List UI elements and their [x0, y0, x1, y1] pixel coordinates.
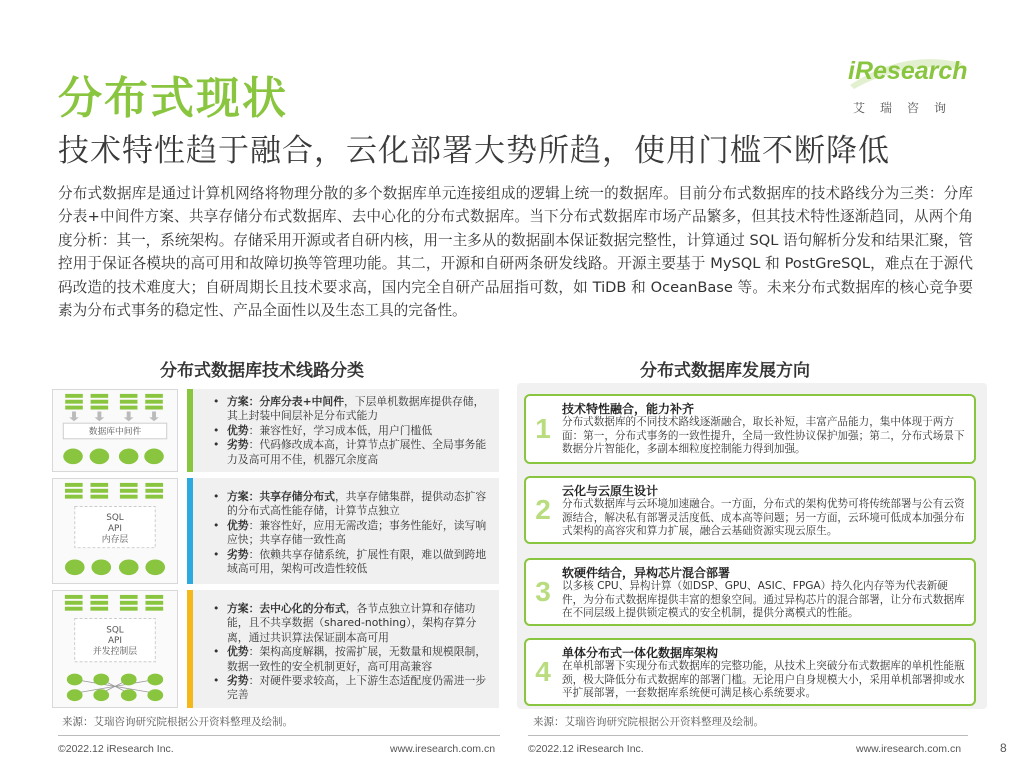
- diagram-label-2-sql: SQL: [106, 513, 124, 524]
- architecture-diagram-1: [52, 389, 178, 472]
- right-section-title: 分布式数据库发展方向: [640, 361, 810, 381]
- diagram-label-1: 数据库中间件: [88, 426, 142, 437]
- diagram-label-2-mem: 内存层: [101, 534, 129, 545]
- footer-divider-right: [528, 735, 968, 736]
- direction-card-1: [524, 394, 976, 464]
- logo-wordmark: iResearch: [848, 57, 968, 85]
- route-row-3: [52, 590, 499, 708]
- direction-number-2: 2: [535, 494, 551, 525]
- route-1-plan: • 方案：分库分表+中间件，下层单机数据库提供存储，其上封装中间层补足分布式能力: [211, 395, 489, 424]
- direction-card-4: [524, 638, 976, 706]
- left-source-note: 来源：艾瑞咨询研究院根据公开资料整理及绘制。: [62, 716, 293, 728]
- direction-body-2: 分布式数据库与云环境加速融合。一方面，分布式的架构优势可将传统部署与公有云资源结合，解决私有部署灵活度低、成本高等问题；另一方面，云环境可低成本加强分布式架构的高容灾和算力扩展，融合云基础资源实现云原生。: [562, 498, 965, 538]
- direction-card-2: [524, 476, 976, 544]
- footer-copyright-right: ©2022.12 iResearch Inc.: [528, 743, 644, 755]
- route-row-2: [52, 478, 499, 584]
- direction-number-1: 1: [535, 413, 551, 444]
- architecture-diagram-3: [52, 590, 178, 708]
- route-3-pros: • 优势：架构高度解耦，按需扩展，无数量和规模限制，数据一致性的安全机制更好，高可用高兼容: [211, 645, 489, 674]
- route-1-cons: • 劣势：代码修改成本高，计算节点扩展性、全局事务能力及高可用不佳，机器冗余度高: [211, 438, 489, 467]
- diagram-label-2-api: API: [108, 524, 122, 534]
- footer-url-right[interactable]: www.iresearch.com.cn: [856, 743, 962, 755]
- footer-divider-left: [58, 735, 500, 736]
- direction-heading-4: 单体分布式一体化数据库架构: [562, 646, 719, 660]
- right-source-note: 来源：艾瑞咨询研究院根据公开资料整理及绘制。: [533, 716, 764, 728]
- direction-number-4: 4: [535, 656, 551, 687]
- direction-body-4: 在单机部署下实现分布式数据库的完整功能，从技术上突破分布式数据库的单机性能瓶颈，极大降低分布式数据库的部署门槛。无论用户自身规模大小，采用单机部署抑或水平扩展部署，一套数据库系统便可满足核心系统要求。: [562, 660, 965, 700]
- route-description-1: [193, 389, 499, 472]
- shared-storage-architecture-icon: [53, 479, 177, 583]
- route-3-cons: • 劣势：对硬件要求较高，上下游生态适配度仍需进一步完善: [211, 674, 489, 703]
- diagram-label-3-ctl: 并发控制层: [92, 646, 138, 657]
- intro-paragraph: 分布式数据库是通过计算机网络将物理分散的多个数据库单元连接组成的逻辑上统一的数据库。目前分布式数据库的技术路线分为三类：分库分表+中间件方案、共享存储分布式数据库、去中心化的分布式数据库。当下分布式数据库市场产品繁多，但其技术特性逐渐趋同，从两个角度分析：其一，系统架构。存储采用开源或者自研内核，用一主多从的数据副本保证数据完整性，计算通过 SQL 语句解析分发和结果汇聚，管控用于保证各模块的高可用和故障切换等管理功能。其二，开源和自研两条研发线路。开源主要基于 MySQL 和 PostGreSQL，难点在于源代码改造的技术难度大；自研周期长且技术要求高，国内完全自研产品屈指可数，如 TiDB 和 OceanBase 等。未来分布式数据库的核心竞争要素为分布式事务的稳定性、产品全面性以及生态工具的完备性。: [58, 185, 973, 320]
- direction-card-3: [524, 558, 976, 626]
- diagram-label-3-api: API: [108, 636, 122, 647]
- footer-url-left[interactable]: www.iresearch.com.cn: [390, 743, 496, 755]
- direction-body-1: 分布式数据库的不同技术路线逐渐融合，取长补短，丰富产品能力，集中体现于两方面：第一，分布式事务的一致性提升，全局一致性协议保护加强；第二，分布式场景下数据分片智能化，多副本细粒度控制能力得到加强。: [562, 416, 965, 456]
- iresearch-logo: [836, 55, 976, 117]
- page-subtitle: 技术特性趋于融合，云化部署大势所趋，使用门槛不断降低: [58, 133, 890, 169]
- route-2-plan: • 方案：共享存储分布式，共享存储集群，提供动态扩容的分布式高性能存储，计算节点独立: [211, 490, 489, 519]
- diagram-label-3-sql: SQL: [106, 625, 124, 636]
- left-section-title: 分布式数据库技术线路分类: [160, 361, 364, 381]
- decentralized-architecture-icon: [53, 591, 177, 707]
- route-2-cons: • 劣势：依赖共享存储系统，扩展性有限，难以做到跨地域高可用，架构可改造性较低: [211, 548, 489, 577]
- direction-number-3: 3: [535, 576, 551, 607]
- logo-chinese: 艾瑞咨询: [853, 101, 962, 115]
- route-1-pros: • 优势：兼容性好，学习成本低，用户门槛低: [211, 424, 489, 438]
- architecture-diagram-2: [52, 478, 178, 584]
- route-description-3: [193, 590, 499, 708]
- direction-heading-3: 软硬件结合，异构芯片混合部署: [562, 566, 731, 580]
- page-title: 分布式现状: [58, 73, 288, 124]
- route-2-pros: • 优势：兼容性好，应用无需改造；事务性能好，读写响应快；共享存储一致性高: [211, 519, 489, 548]
- route-row-1: [52, 389, 499, 472]
- direction-heading-2: 云化与云原生设计: [562, 484, 659, 498]
- direction-body-3: 以多核 CPU、异构计算（如DSP、GPU、ASIC、FPGA）持久化内存等为代表新硬件，为分布式数据库提供丰富的想象空间。通过异构芯片的混合部署，让分布式数据库在不同层级上提供锁定模式的安全机制，提供分离模式的性能。: [562, 580, 965, 620]
- page-number: 8: [1000, 741, 1007, 755]
- middleware-architecture-icon: [53, 390, 177, 471]
- footer-copyright-left: ©2022.12 iResearch Inc.: [58, 743, 174, 755]
- route-3-plan: • 方案：去中心化的分布式，各节点独立计算和存储功能，且不共享数据（shared-nothing），架构存算分离，通过共识算法保证副本高可用: [211, 602, 489, 645]
- route-description-2: [193, 478, 499, 584]
- direction-heading-1: 技术特性融合，能力补齐: [562, 402, 695, 416]
